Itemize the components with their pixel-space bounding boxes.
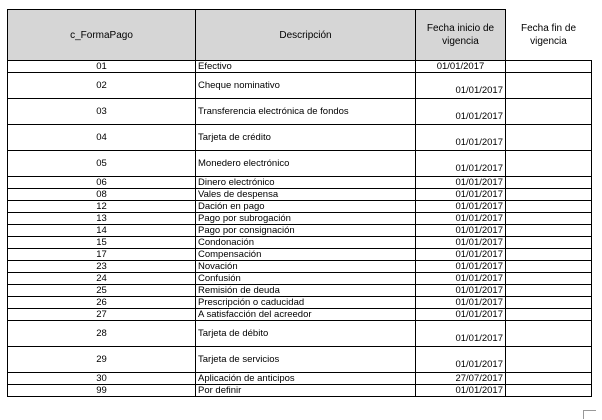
header-description: Descripción	[196, 10, 416, 61]
table-row	[8, 321, 592, 347]
header-code: c_FormaPago	[8, 10, 196, 61]
table-row	[8, 125, 592, 151]
table-row	[8, 385, 592, 397]
row-code: 25	[8, 285, 196, 297]
row-code: 15	[8, 237, 196, 249]
row-start-date: 01/01/2017	[416, 309, 506, 321]
row-end-date	[506, 347, 592, 373]
row-start-date: 01/01/2017	[416, 273, 506, 285]
row-start-date: 27/07/2017	[416, 373, 506, 385]
row-code: 27	[8, 309, 196, 321]
row-start-date: 01/01/2017	[416, 177, 506, 189]
row-end-date	[506, 201, 592, 213]
payment-method-catalog-table	[7, 9, 592, 397]
header-start-date: Fecha inicio de vigencia	[416, 10, 506, 61]
row-description: Confusión	[196, 273, 416, 285]
row-start-date: 01/01/2017	[416, 213, 506, 225]
row-description: Monedero electrónico	[196, 151, 416, 177]
row-description: Transferencia electrónica de fondos	[196, 99, 416, 125]
row-end-date	[506, 189, 592, 201]
row-code: 17	[8, 249, 196, 261]
row-description: Novación	[196, 261, 416, 273]
row-end-date	[506, 73, 592, 99]
row-description: Pago por consignación	[196, 225, 416, 237]
row-code: 14	[8, 225, 196, 237]
row-code: 24	[8, 273, 196, 285]
row-end-date	[506, 373, 592, 385]
row-start-date: 01/01/2017	[416, 225, 506, 237]
row-start-date: 01/01/2017	[416, 201, 506, 213]
row-start-date: 01/01/2017	[416, 285, 506, 297]
row-end-date	[506, 225, 592, 237]
row-code: 13	[8, 213, 196, 225]
table-row	[8, 213, 592, 225]
row-description: Dación en pago	[196, 201, 416, 213]
row-end-date	[506, 99, 592, 125]
row-code: 01	[8, 61, 196, 73]
table-row	[8, 73, 592, 99]
row-start-date: 01/01/2017	[416, 151, 506, 177]
row-code: 04	[8, 125, 196, 151]
row-start-date: 01/01/2017	[416, 385, 506, 397]
row-code: 28	[8, 321, 196, 347]
row-code: 99	[8, 385, 196, 397]
row-end-date	[506, 309, 592, 321]
header-end-date: Fecha fin de vigencia	[506, 10, 592, 61]
row-code: 03	[8, 99, 196, 125]
row-start-date: 01/01/2017	[416, 297, 506, 309]
row-start-date: 01/01/2017	[416, 189, 506, 201]
row-description: Pago por subrogación	[196, 213, 416, 225]
row-start-date: 01/01/2017	[416, 321, 506, 347]
row-start-date: 01/01/2017	[416, 249, 506, 261]
table-row	[8, 373, 592, 385]
row-code: 30	[8, 373, 196, 385]
row-end-date	[506, 297, 592, 309]
table-row	[8, 201, 592, 213]
row-description: Condonación	[196, 237, 416, 249]
row-description: Vales de despensa	[196, 189, 416, 201]
row-description: Remisión de deuda	[196, 285, 416, 297]
row-description: Aplicación de anticipos	[196, 373, 416, 385]
table-row	[8, 225, 592, 237]
table-row	[8, 285, 592, 297]
row-start-date: 01/01/2017	[416, 61, 506, 73]
row-code: 23	[8, 261, 196, 273]
row-code: 08	[8, 189, 196, 201]
row-code: 12	[8, 201, 196, 213]
row-end-date	[506, 285, 592, 297]
row-description: Efectivo	[196, 61, 416, 73]
row-description: Compensación	[196, 249, 416, 261]
table-row	[8, 309, 592, 321]
row-description: A satisfacción del acreedor	[196, 309, 416, 321]
row-end-date	[506, 177, 592, 189]
table-row	[8, 297, 592, 309]
row-end-date	[506, 249, 592, 261]
row-start-date: 01/01/2017	[416, 125, 506, 151]
table-row	[8, 177, 592, 189]
table-row	[8, 61, 592, 73]
table-row	[8, 273, 592, 285]
row-end-date	[506, 385, 592, 397]
row-description: Cheque nominativo	[196, 73, 416, 99]
table-row	[8, 249, 592, 261]
row-end-date	[506, 237, 592, 249]
row-description: Tarjeta de servicios	[196, 347, 416, 373]
table-body	[8, 61, 592, 397]
row-end-date	[506, 151, 592, 177]
row-end-date	[506, 273, 592, 285]
row-code: 05	[8, 151, 196, 177]
row-description: Tarjeta de crédito	[196, 125, 416, 151]
row-end-date	[506, 213, 592, 225]
table-row	[8, 237, 592, 249]
row-end-date	[506, 321, 592, 347]
row-description: Tarjeta de débito	[196, 321, 416, 347]
row-start-date: 01/01/2017	[416, 237, 506, 249]
table-row	[8, 189, 592, 201]
row-code: 29	[8, 347, 196, 373]
row-description: Por definir	[196, 385, 416, 397]
table-row	[8, 261, 592, 273]
table-row	[8, 151, 592, 177]
table-header-row	[8, 10, 592, 61]
row-description: Prescripción o caducidad	[196, 297, 416, 309]
row-end-date	[506, 125, 592, 151]
row-end-date	[506, 261, 592, 273]
row-code: 26	[8, 297, 196, 309]
table-row	[8, 99, 592, 125]
row-end-date	[506, 61, 592, 73]
row-code: 06	[8, 177, 196, 189]
row-start-date: 01/01/2017	[416, 347, 506, 373]
page-corner-mark	[583, 410, 596, 419]
row-start-date: 01/01/2017	[416, 99, 506, 125]
row-start-date: 01/01/2017	[416, 261, 506, 273]
table-row	[8, 347, 592, 373]
row-code: 02	[8, 73, 196, 99]
row-start-date: 01/01/2017	[416, 73, 506, 99]
row-description: Dinero electrónico	[196, 177, 416, 189]
